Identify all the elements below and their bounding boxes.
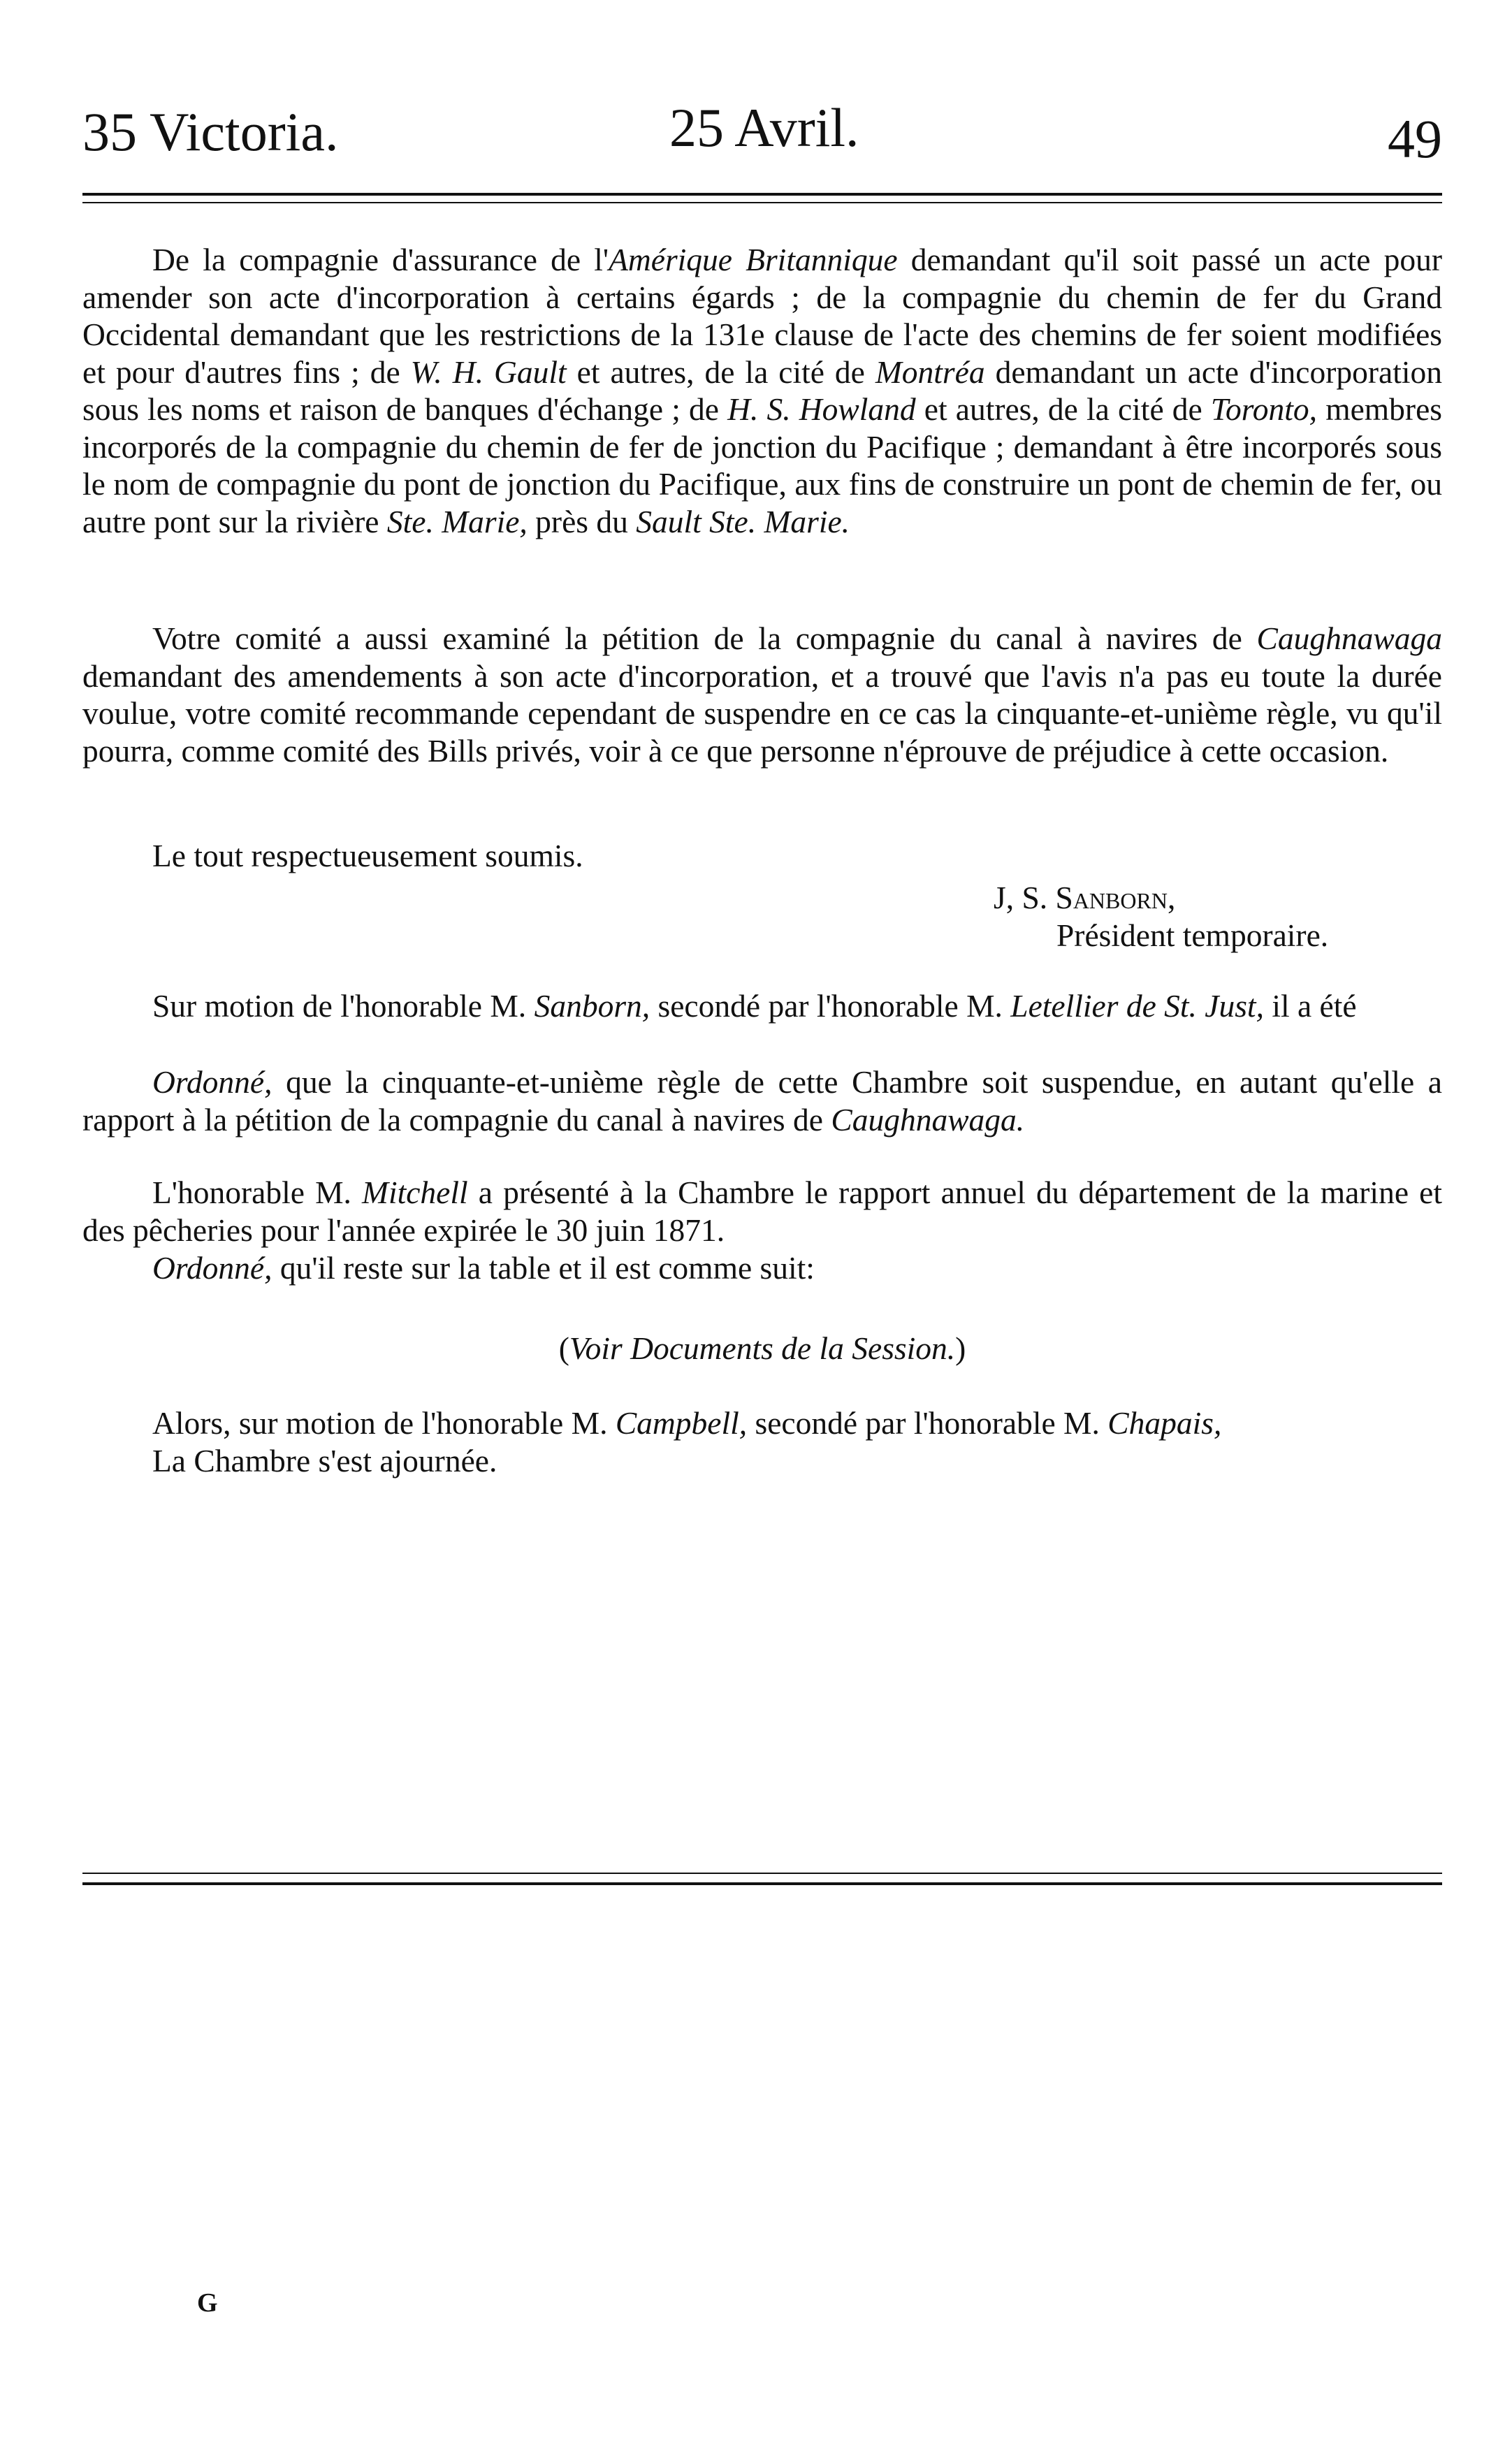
header-date: 25 Avril. <box>669 97 859 158</box>
italic-run: Campbell, <box>615 1405 748 1441</box>
footer-rule-top <box>82 1873 1442 1874</box>
page-number: 49 <box>1388 108 1442 169</box>
text-run: ( <box>558 1330 569 1366</box>
text-run: que la cinquante-et-unième règle de cette Chambre soit suspendue, en autant qu'elle a rapport à la pétition de la compagnie du canal à navires de <box>82 1064 1442 1138</box>
text-run: ) <box>955 1330 966 1366</box>
text-run: Votre comité a aussi examiné la pétition de la compagnie du canal à navires de <box>152 620 1257 656</box>
italic-run: Toronto, <box>1210 391 1318 427</box>
small-caps-run: Sanborn, <box>1055 880 1176 915</box>
adjourned-line: La Chambre s'est ajournée. <box>152 1442 497 1478</box>
header-rule-bottom <box>82 202 1442 203</box>
italic-run: Sault Ste. Marie. <box>636 503 850 539</box>
italic-run: Caughnawaga <box>1256 620 1442 656</box>
submitted-line: Le tout respectueusement soumis. <box>152 838 583 873</box>
paragraph-motion <box>82 987 1442 1025</box>
paragraph-canal-petition <box>82 620 1442 769</box>
paragraph-submitted <box>82 837 1442 875</box>
text-run: De la compagnie d'assurance de l' <box>152 242 609 277</box>
paragraph-order-rule <box>82 1063 1442 1138</box>
italic-run: Voir Documents de la Session. <box>569 1330 956 1366</box>
paragraph-order-table <box>82 1249 1442 1287</box>
italic-run: Mitchell <box>362 1175 468 1210</box>
running-header <box>82 91 1442 175</box>
text-run: demandant qu'il soit passé un acte pour amender son acte d'incorporation à certains égards ; de la compagnie du chemin de fer du Grand Occidental demandant que les restrictions de la 131e clause de l'acte des chemins de fer soient modifiées et pour d'autres fins ; de <box>82 242 1442 390</box>
signature-mark: G <box>197 2288 218 2318</box>
text-run: a présenté à la Chambre le rapport annuel du département de la marine et des pêcheries pour l'année expirée le 30 juin 1871. <box>82 1175 1442 1248</box>
signature-name <box>994 882 1175 914</box>
text-run: et autres, de la cité de <box>566 354 875 390</box>
italic-run: Chapais, <box>1107 1405 1222 1441</box>
header-rule-top <box>82 193 1442 196</box>
text-run: qu'il reste sur la table et il est comme suit: <box>272 1250 815 1286</box>
paragraph-report <box>82 1174 1442 1249</box>
italic-run: Ordonné, <box>152 1250 272 1286</box>
text-run: Sur motion de l'honorable M. <box>152 988 535 1024</box>
text-run: demandant un acte d'incorporation sous les noms et raison de banques d'échange ; de <box>82 354 1442 427</box>
italic-run: Ordonné, <box>152 1064 272 1100</box>
footer-rule-bottom <box>82 1882 1442 1885</box>
text-run: Alors, sur motion de l'honorable M. <box>152 1405 616 1441</box>
italic-run: H. S. Howland <box>727 391 916 427</box>
text-run: il a été <box>1263 988 1357 1024</box>
italic-run: Ste. Marie, <box>386 503 528 539</box>
text-run: et autres, de la cité de <box>915 391 1211 427</box>
text-run: J, S. <box>994 880 1056 915</box>
paragraph-adjournment <box>82 1404 1442 1479</box>
italic-run: Caughnawaga. <box>831 1101 1025 1138</box>
text-run: près du <box>527 503 637 539</box>
text-run: membres incorporés de la compagnie du chemin de fer de jonction du Pacifique ; demandant à être incorporés sous le nom de compagnie du pont de jonction du Pacifique, aux fins de construire un pont de chemin de fer, ou autre pont sur la rivière <box>82 391 1442 539</box>
italic-run: Montréa <box>875 354 985 390</box>
text-run: demandant des amendements à son acte d'incorporation, et a trouvé que l'avis n'a pas eu toute la durée voulue, votre comité recommande cependant de suspendre en ce cas la cinquante-et-unième règle, vu qu'il pourra, comme comité des Bills privés, voir à ce que personne n'éprouve de préjudice à cette occasion. <box>82 657 1442 769</box>
italic-run: W. H. Gault <box>410 354 567 390</box>
italic-run: Sanborn, <box>534 988 650 1024</box>
text-run: secondé par l'honorable M. <box>747 1405 1108 1441</box>
italic-run: Letellier de St. Just, <box>1010 988 1264 1024</box>
paragraph-see-documents <box>82 1330 1442 1367</box>
header-session: 35 Victoria. <box>82 101 339 162</box>
text-run: secondé par l'honorable M. <box>650 988 1011 1024</box>
paragraph-petitions <box>82 241 1442 540</box>
signature-title: Président temporaire. <box>1056 917 1329 953</box>
italic-run: Amérique Britannique <box>609 242 898 277</box>
text-run: L'honorable M. <box>152 1175 363 1210</box>
